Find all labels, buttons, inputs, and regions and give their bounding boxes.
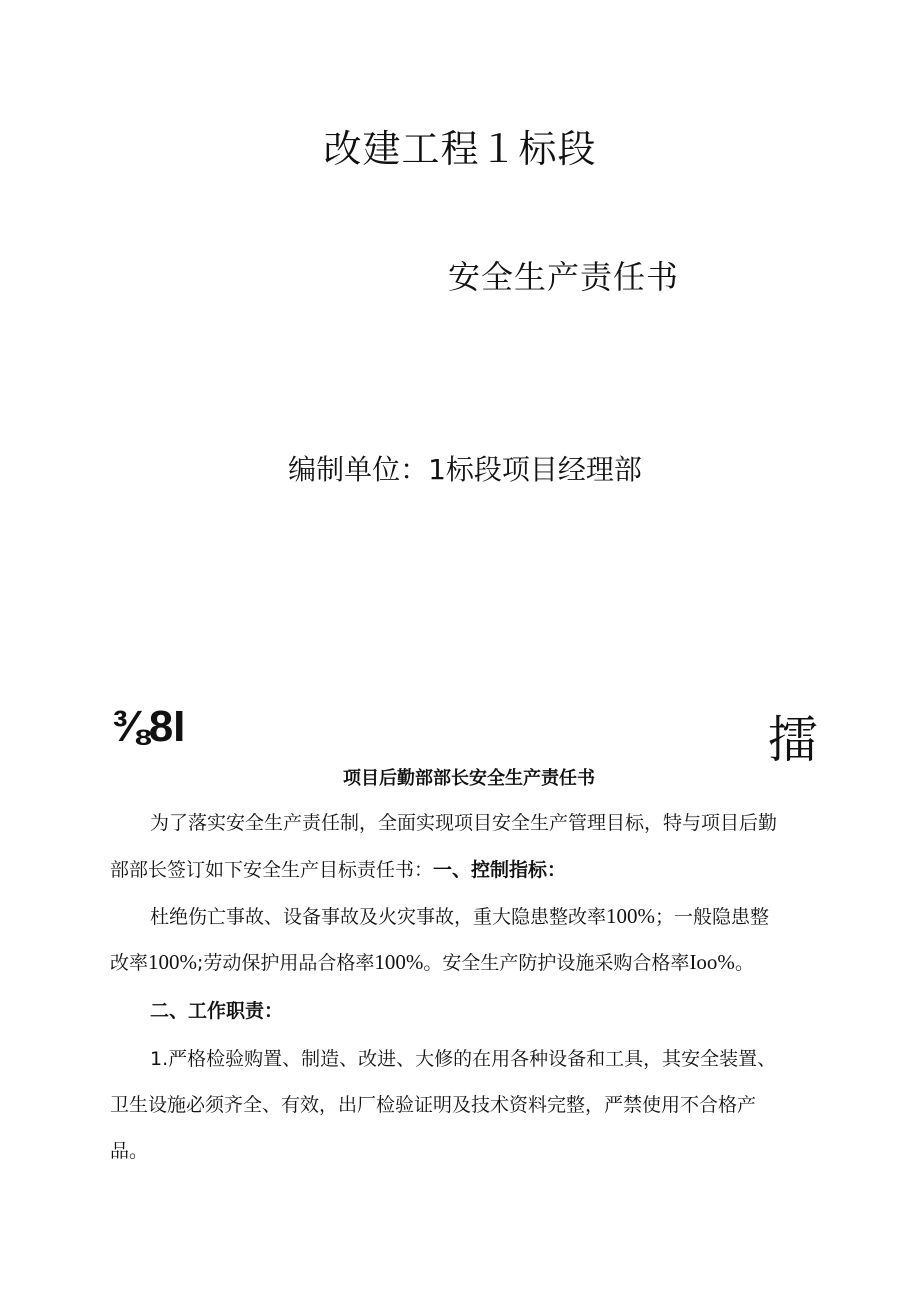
- document-heading: 项目后勤部部长安全生产责任书: [343, 768, 595, 789]
- ppe-pass-rate: 100%: [374, 950, 424, 974]
- scan-artifact-text: ⅜8I: [112, 702, 186, 751]
- major-hazard-rate: 100%: [606, 904, 656, 928]
- indicators-text: 改率: [110, 952, 149, 974]
- general-hazard-rate: 100%: [148, 950, 198, 974]
- indicators-text: 杜绝伤亡事故、设备事故及火灾事故，重大隐患整改率: [150, 906, 607, 928]
- scan-artifact-glyph: 擂: [768, 711, 818, 769]
- cover-title: 改建工程１标段: [323, 127, 597, 171]
- indicators-line-1: [150, 902, 870, 929]
- indicators-text: ；一般隐患整: [655, 906, 770, 928]
- indicators-text: 。: [734, 952, 754, 974]
- intro-line-2-text: 部部长签订如下安全生产目标责任书：: [110, 859, 434, 881]
- indicators-line-2: [110, 948, 830, 975]
- intro-line-1: 为了落实安全生产责任制，全面实现项目安全生产管理目标，特与项目后勤: [150, 812, 778, 834]
- cover-subtitle: 安全生产责任书: [448, 258, 680, 296]
- indicators-text: 。安全生产防护设施采购合格率: [423, 952, 690, 974]
- duty1-line-2: 卫生设施必须齐全、有效，出厂检验证明及技术资料完整，严禁使用不合格产: [110, 1094, 757, 1116]
- duty1-line-3: 品。: [110, 1140, 149, 1162]
- duty1-line-1: 1.严格检验购置、制造、改进、大修的在用各种设备和工具，其安全装置、: [150, 1048, 777, 1070]
- section2-heading: 二、工作职责：: [150, 1000, 284, 1022]
- cover-unit-line: 编制单位：1标段项目经理部: [288, 453, 642, 486]
- protection-procurement-rate: Ioo%: [689, 950, 735, 974]
- intro-line-2: [110, 855, 830, 882]
- indicators-text: ;劳动保护用品合格率: [197, 952, 375, 974]
- section1-heading: 一、控制指标：: [433, 859, 567, 881]
